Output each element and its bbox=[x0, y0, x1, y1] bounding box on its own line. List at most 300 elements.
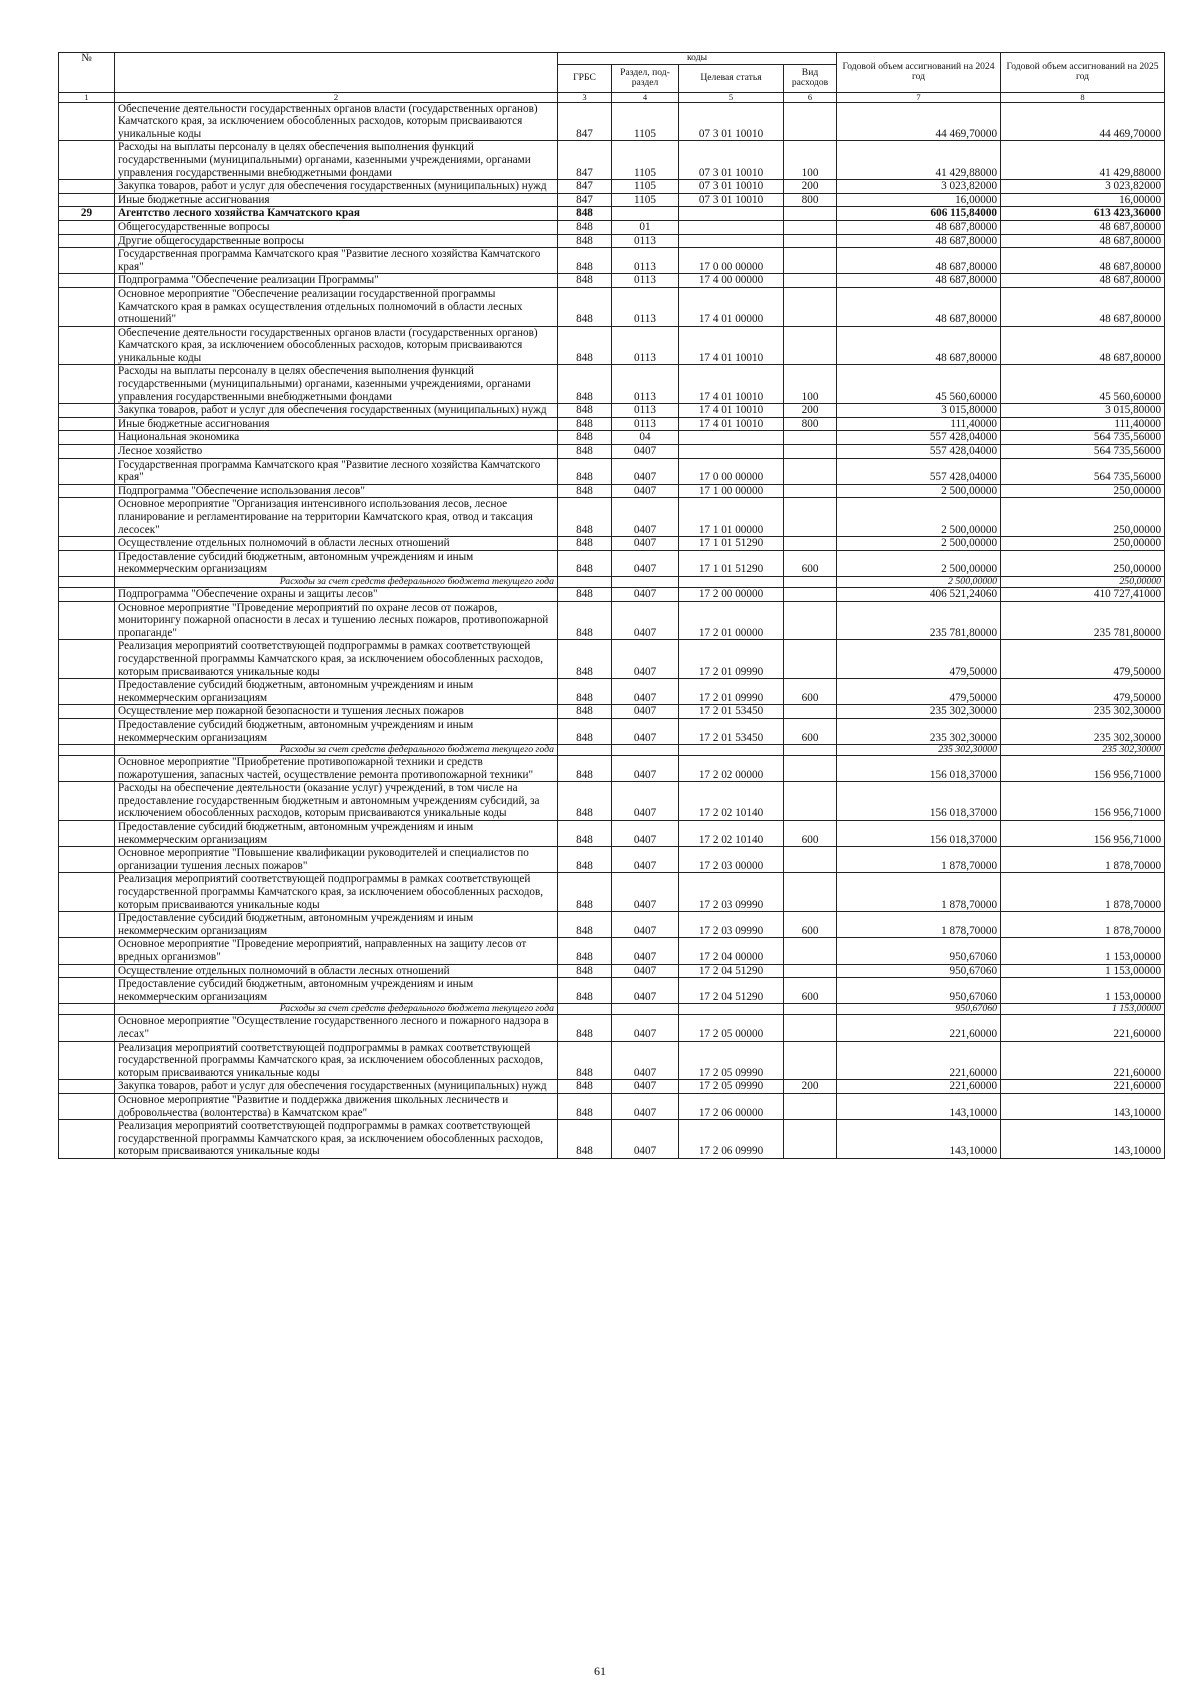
table-row bbox=[59, 248, 1165, 274]
row-grbs: 848 bbox=[558, 365, 612, 404]
row-amount-2025: 564 735,56000 bbox=[1001, 431, 1165, 445]
table-row bbox=[59, 102, 1165, 141]
row-number: 29 bbox=[59, 207, 115, 221]
row-name: Подпрограмма "Обеспечение охраны и защиты лесов" bbox=[115, 587, 558, 601]
row-amount-2025: 111,40000 bbox=[1001, 417, 1165, 431]
row-grbs: 848 bbox=[558, 445, 612, 459]
table-row bbox=[59, 141, 1165, 180]
row-vid bbox=[784, 445, 837, 459]
row-razdel: 01 bbox=[612, 220, 679, 234]
row-article: 17 2 01 00000 bbox=[679, 601, 784, 640]
row-amount-2024: 235 302,30000 bbox=[837, 705, 1001, 719]
row-name: Реализация мероприятий соответствующей подпрограммы в рамках соответствующей государственной программы Камчатского края, за исключением обособленных расходов, которым присваиваются уникальные коды bbox=[115, 1041, 558, 1080]
budget-table-sheet bbox=[58, 52, 1164, 1159]
table-row bbox=[59, 365, 1165, 404]
row-vid: 200 bbox=[784, 404, 837, 418]
row-amount-2024: 221,60000 bbox=[837, 1015, 1001, 1041]
federal-budget-row bbox=[59, 576, 1165, 587]
row-amount-2024: 2 500,00000 bbox=[837, 550, 1001, 576]
row-vid bbox=[784, 1041, 837, 1080]
row-article: 17 2 00 00000 bbox=[679, 587, 784, 601]
row-grbs: 848 bbox=[558, 873, 612, 912]
row-article: 17 4 01 10010 bbox=[679, 365, 784, 404]
row-article: 17 1 01 51290 bbox=[679, 550, 784, 576]
row-name: Предоставление субсидий бюджетным, автономным учреждениям и иным некоммерческим организациям bbox=[115, 978, 558, 1004]
row-amount-2024: 48 687,80000 bbox=[837, 248, 1001, 274]
row-amount-2024: 235 302,30000 bbox=[837, 745, 1001, 756]
row-grbs: 848 bbox=[558, 220, 612, 234]
row-number bbox=[59, 718, 115, 744]
row-razdel bbox=[612, 207, 679, 221]
row-grbs: 848 bbox=[558, 640, 612, 679]
row-amount-2025: 250,00000 bbox=[1001, 484, 1165, 498]
row-grbs: 848 bbox=[558, 234, 612, 248]
row-article: 17 2 01 53450 bbox=[679, 705, 784, 719]
row-vid bbox=[784, 745, 837, 756]
row-article bbox=[679, 207, 784, 221]
row-article: 17 2 02 00000 bbox=[679, 756, 784, 782]
table-row bbox=[59, 180, 1165, 194]
row-amount-2024: 606 115,84000 bbox=[837, 207, 1001, 221]
row-name: Обеспечение деятельности государственных органов власти (государственных органов) Камчатского края, за исключением обособленных расходов, которым присваиваются уникальные коды bbox=[115, 102, 558, 141]
column-number-row bbox=[59, 92, 1165, 102]
row-vid bbox=[784, 102, 837, 141]
row-grbs: 848 bbox=[558, 484, 612, 498]
header-2025: Годовой объем ассигнований на 2025 год bbox=[1001, 53, 1165, 93]
row-vid: 600 bbox=[784, 679, 837, 705]
row-number bbox=[59, 601, 115, 640]
table-row bbox=[59, 1080, 1165, 1094]
row-article: 17 2 04 00000 bbox=[679, 938, 784, 964]
row-razdel: 0407 bbox=[612, 601, 679, 640]
table-row bbox=[59, 537, 1165, 551]
column-number: 5 bbox=[679, 92, 784, 102]
row-number bbox=[59, 782, 115, 821]
table-row bbox=[59, 821, 1165, 847]
row-article: 07 3 01 10010 bbox=[679, 141, 784, 180]
row-number bbox=[59, 220, 115, 234]
row-name: Расходы за счет средств федерального бюджета текущего года bbox=[115, 1004, 558, 1015]
row-name: Закупка товаров, работ и услуг для обеспечения государственных (муниципальных) нужд bbox=[115, 1080, 558, 1094]
row-amount-2024: 950,67060 bbox=[837, 978, 1001, 1004]
row-amount-2025: 1 878,70000 bbox=[1001, 873, 1165, 912]
table-body bbox=[59, 102, 1165, 1158]
row-amount-2025: 1 153,00000 bbox=[1001, 964, 1165, 978]
table-row bbox=[59, 718, 1165, 744]
page-number: 61 bbox=[594, 1664, 606, 1678]
agency-row bbox=[59, 207, 1165, 221]
row-amount-2025: 479,50000 bbox=[1001, 640, 1165, 679]
row-amount-2024: 48 687,80000 bbox=[837, 234, 1001, 248]
row-article: 17 1 01 51290 bbox=[679, 537, 784, 551]
header-razdel: Раздел, под-раздел bbox=[612, 64, 679, 92]
row-number bbox=[59, 1120, 115, 1159]
row-vid: 600 bbox=[784, 821, 837, 847]
row-article: 17 2 03 09990 bbox=[679, 912, 784, 938]
row-grbs: 848 bbox=[558, 679, 612, 705]
row-razdel: 0407 bbox=[612, 938, 679, 964]
row-razdel: 0407 bbox=[612, 679, 679, 705]
row-article: 17 2 03 09990 bbox=[679, 873, 784, 912]
row-number bbox=[59, 141, 115, 180]
row-amount-2025: 48 687,80000 bbox=[1001, 220, 1165, 234]
row-vid: 200 bbox=[784, 180, 837, 194]
row-grbs: 848 bbox=[558, 550, 612, 576]
row-amount-2024: 2 500,00000 bbox=[837, 576, 1001, 587]
row-amount-2024: 479,50000 bbox=[837, 679, 1001, 705]
row-number bbox=[59, 745, 115, 756]
row-article: 17 2 01 09990 bbox=[679, 640, 784, 679]
column-number: 7 bbox=[837, 92, 1001, 102]
row-article bbox=[679, 445, 784, 459]
row-article: 17 1 00 00000 bbox=[679, 484, 784, 498]
row-number bbox=[59, 576, 115, 587]
row-grbs: 848 bbox=[558, 458, 612, 484]
row-amount-2025: 3 023,82000 bbox=[1001, 180, 1165, 194]
row-name: Реализация мероприятий соответствующей подпрограммы в рамках соответствующей государственной программы Камчатского края, за исключением обособленных расходов, которым присваиваются уникальные коды bbox=[115, 873, 558, 912]
row-name: Расходы на выплаты персоналу в целях обеспечения выполнения функций государственными (муниципальными) органами, казенными учреждениями, органами управления государственными внебюджетными фондами bbox=[115, 365, 558, 404]
row-amount-2024: 406 521,24060 bbox=[837, 587, 1001, 601]
row-name: Основное мероприятие "Приобретение противопожарной техники и средств пожаротушения, запасных частей, осуществление ремонта противопожарной техники" bbox=[115, 756, 558, 782]
row-grbs: 848 bbox=[558, 404, 612, 418]
row-name: Предоставление субсидий бюджетным, автономным учреждениям и иным некоммерческим организациям bbox=[115, 821, 558, 847]
row-vid bbox=[784, 847, 837, 873]
row-name: Подпрограмма "Обеспечение использования лесов" bbox=[115, 484, 558, 498]
row-number bbox=[59, 912, 115, 938]
row-amount-2024: 143,10000 bbox=[837, 1093, 1001, 1119]
row-name: Основное мероприятие "Развитие и поддержка движения школьных лесничеств и добровольчества (волонтерства) в Камчатском крае" bbox=[115, 1093, 558, 1119]
row-grbs: 848 bbox=[558, 938, 612, 964]
row-number bbox=[59, 498, 115, 537]
row-amount-2025: 48 687,80000 bbox=[1001, 248, 1165, 274]
row-vid bbox=[784, 873, 837, 912]
row-article bbox=[679, 745, 784, 756]
row-amount-2025: 221,60000 bbox=[1001, 1015, 1165, 1041]
row-vid bbox=[784, 287, 837, 326]
row-number bbox=[59, 431, 115, 445]
row-amount-2025: 156 956,71000 bbox=[1001, 821, 1165, 847]
row-grbs: 848 bbox=[558, 207, 612, 221]
row-razdel bbox=[612, 1004, 679, 1015]
row-article: 17 0 00 00000 bbox=[679, 458, 784, 484]
row-name: Реализация мероприятий соответствующей подпрограммы в рамках соответствующей государственной программы Камчатского края, за исключением обособленных расходов, которым присваиваются уникальные коды bbox=[115, 1120, 558, 1159]
row-article bbox=[679, 431, 784, 445]
column-number: 8 bbox=[1001, 92, 1165, 102]
row-vid: 100 bbox=[784, 141, 837, 180]
row-name: Подпрограмма "Обеспечение реализации Программы" bbox=[115, 274, 558, 288]
row-vid bbox=[784, 274, 837, 288]
row-vid: 100 bbox=[784, 365, 837, 404]
row-grbs: 848 bbox=[558, 756, 612, 782]
row-amount-2025: 235 302,30000 bbox=[1001, 745, 1165, 756]
row-razdel: 0407 bbox=[612, 1093, 679, 1119]
column-number: 4 bbox=[612, 92, 679, 102]
row-grbs: 848 bbox=[558, 1080, 612, 1094]
row-name: Предоставление субсидий бюджетным, автономным учреждениям и иным некоммерческим организациям bbox=[115, 679, 558, 705]
row-razdel: 1105 bbox=[612, 141, 679, 180]
table-row bbox=[59, 912, 1165, 938]
row-amount-2024: 221,60000 bbox=[837, 1080, 1001, 1094]
row-razdel: 0113 bbox=[612, 287, 679, 326]
row-amount-2025: 564 735,56000 bbox=[1001, 445, 1165, 459]
row-razdel: 0407 bbox=[612, 445, 679, 459]
row-article bbox=[679, 576, 784, 587]
row-article: 17 4 01 00000 bbox=[679, 287, 784, 326]
row-grbs: 848 bbox=[558, 326, 612, 365]
row-grbs: 848 bbox=[558, 417, 612, 431]
row-amount-2025: 48 687,80000 bbox=[1001, 274, 1165, 288]
table-row bbox=[59, 1041, 1165, 1080]
row-grbs: 848 bbox=[558, 1015, 612, 1041]
row-amount-2024: 111,40000 bbox=[837, 417, 1001, 431]
row-razdel: 0407 bbox=[612, 718, 679, 744]
row-name: Государственная программа Камчатского края "Развитие лесного хозяйства Камчатского края" bbox=[115, 248, 558, 274]
table-row bbox=[59, 938, 1165, 964]
row-amount-2025: 250,00000 bbox=[1001, 537, 1165, 551]
row-amount-2024: 557 428,04000 bbox=[837, 445, 1001, 459]
row-article: 17 4 01 10010 bbox=[679, 417, 784, 431]
federal-budget-row bbox=[59, 745, 1165, 756]
row-name: Предоставление субсидий бюджетным, автономным учреждениям и иным некоммерческим организациям bbox=[115, 550, 558, 576]
row-name: Осуществление отдельных полномочий в области лесных отношений bbox=[115, 964, 558, 978]
table-row bbox=[59, 220, 1165, 234]
row-vid bbox=[784, 326, 837, 365]
row-amount-2024: 557 428,04000 bbox=[837, 458, 1001, 484]
row-article: 17 0 00 00000 bbox=[679, 248, 784, 274]
row-razdel: 0407 bbox=[612, 912, 679, 938]
row-amount-2024: 44 469,70000 bbox=[837, 102, 1001, 141]
row-amount-2024: 16,00000 bbox=[837, 193, 1001, 207]
row-grbs: 848 bbox=[558, 601, 612, 640]
row-amount-2025: 45 560,60000 bbox=[1001, 365, 1165, 404]
table-row bbox=[59, 404, 1165, 418]
row-grbs: 847 bbox=[558, 102, 612, 141]
row-vid: 200 bbox=[784, 1080, 837, 1094]
row-amount-2025: 221,60000 bbox=[1001, 1080, 1165, 1094]
row-amount-2025: 143,10000 bbox=[1001, 1093, 1165, 1119]
row-vid: 600 bbox=[784, 718, 837, 744]
table-row bbox=[59, 587, 1165, 601]
header-vid: Вид расходов bbox=[784, 64, 837, 92]
row-number bbox=[59, 248, 115, 274]
row-number bbox=[59, 705, 115, 719]
row-amount-2024: 1 878,70000 bbox=[837, 912, 1001, 938]
table-row bbox=[59, 679, 1165, 705]
row-amount-2024: 1 878,70000 bbox=[837, 873, 1001, 912]
table-row bbox=[59, 1093, 1165, 1119]
row-article: 07 3 01 10010 bbox=[679, 180, 784, 194]
row-grbs bbox=[558, 745, 612, 756]
row-razdel: 0407 bbox=[612, 1120, 679, 1159]
row-article: 17 4 01 10010 bbox=[679, 404, 784, 418]
row-number bbox=[59, 1080, 115, 1094]
row-vid bbox=[784, 782, 837, 821]
row-number bbox=[59, 326, 115, 365]
row-razdel: 0407 bbox=[612, 1015, 679, 1041]
row-grbs: 848 bbox=[558, 705, 612, 719]
row-name: Предоставление субсидий бюджетным, автономным учреждениям и иным некоммерческим организациям bbox=[115, 718, 558, 744]
row-number bbox=[59, 640, 115, 679]
row-number bbox=[59, 873, 115, 912]
row-name: Иные бюджетные ассигнования bbox=[115, 417, 558, 431]
row-vid: 800 bbox=[784, 417, 837, 431]
row-amount-2025: 48 687,80000 bbox=[1001, 287, 1165, 326]
row-number bbox=[59, 821, 115, 847]
row-name: Лесное хозяйство bbox=[115, 445, 558, 459]
row-number bbox=[59, 679, 115, 705]
row-amount-2024: 156 018,37000 bbox=[837, 821, 1001, 847]
row-vid bbox=[784, 537, 837, 551]
row-name: Расходы за счет средств федерального бюджета текущего года bbox=[115, 576, 558, 587]
row-razdel: 0407 bbox=[612, 458, 679, 484]
row-razdel: 0113 bbox=[612, 365, 679, 404]
row-razdel: 0407 bbox=[612, 498, 679, 537]
row-article: 17 2 06 09990 bbox=[679, 1120, 784, 1159]
table-row bbox=[59, 640, 1165, 679]
row-amount-2025: 250,00000 bbox=[1001, 576, 1165, 587]
row-number bbox=[59, 550, 115, 576]
row-number bbox=[59, 1004, 115, 1015]
row-grbs: 847 bbox=[558, 180, 612, 194]
row-name: Национальная экономика bbox=[115, 431, 558, 445]
row-razdel: 1105 bbox=[612, 193, 679, 207]
table-row bbox=[59, 234, 1165, 248]
row-amount-2024: 235 781,80000 bbox=[837, 601, 1001, 640]
row-vid bbox=[784, 431, 837, 445]
row-razdel: 1105 bbox=[612, 180, 679, 194]
row-name: Осуществление отдельных полномочий в области лесных отношений bbox=[115, 537, 558, 551]
row-name: Основное мероприятие "Проведение мероприятий, направленных на защиту лесов от вредных организмов" bbox=[115, 938, 558, 964]
row-grbs: 848 bbox=[558, 287, 612, 326]
table-row bbox=[59, 601, 1165, 640]
row-name: Закупка товаров, работ и услуг для обеспечения государственных (муниципальных) нужд bbox=[115, 180, 558, 194]
row-razdel: 0407 bbox=[612, 978, 679, 1004]
row-razdel: 0407 bbox=[612, 640, 679, 679]
table-row bbox=[59, 458, 1165, 484]
row-name: Осуществление мер пожарной безопасности и тушения лесных пожаров bbox=[115, 705, 558, 719]
row-amount-2025: 613 423,36000 bbox=[1001, 207, 1165, 221]
row-vid bbox=[784, 498, 837, 537]
row-amount-2024: 221,60000 bbox=[837, 1041, 1001, 1080]
row-number bbox=[59, 102, 115, 141]
row-article: 17 2 01 09990 bbox=[679, 679, 784, 705]
row-vid bbox=[784, 587, 837, 601]
row-grbs: 848 bbox=[558, 1093, 612, 1119]
table-row bbox=[59, 431, 1165, 445]
row-vid: 600 bbox=[784, 550, 837, 576]
row-razdel: 0113 bbox=[612, 234, 679, 248]
row-razdel: 0407 bbox=[612, 821, 679, 847]
row-amount-2024: 950,67060 bbox=[837, 1004, 1001, 1015]
table-row bbox=[59, 274, 1165, 288]
row-vid bbox=[784, 756, 837, 782]
row-article bbox=[679, 220, 784, 234]
row-number bbox=[59, 537, 115, 551]
row-article bbox=[679, 234, 784, 248]
row-article: 17 2 03 00000 bbox=[679, 847, 784, 873]
row-razdel: 0407 bbox=[612, 873, 679, 912]
row-vid bbox=[784, 207, 837, 221]
row-grbs: 848 bbox=[558, 912, 612, 938]
header-2024: Годовой объем ассигнований на 2024 год bbox=[837, 53, 1001, 93]
row-amount-2024: 48 687,80000 bbox=[837, 274, 1001, 288]
header-grbs: ГРБС bbox=[558, 64, 612, 92]
column-number: 3 bbox=[558, 92, 612, 102]
row-razdel: 0407 bbox=[612, 484, 679, 498]
row-article: 17 2 01 53450 bbox=[679, 718, 784, 744]
row-name: Государственная программа Камчатского края "Развитие лесного хозяйства Камчатского края" bbox=[115, 458, 558, 484]
table-row bbox=[59, 1015, 1165, 1041]
row-number bbox=[59, 756, 115, 782]
row-article: 17 2 05 09990 bbox=[679, 1041, 784, 1080]
row-grbs: 848 bbox=[558, 978, 612, 1004]
row-number bbox=[59, 365, 115, 404]
row-vid bbox=[784, 1015, 837, 1041]
row-amount-2024: 143,10000 bbox=[837, 1120, 1001, 1159]
row-name: Общегосударственные вопросы bbox=[115, 220, 558, 234]
row-amount-2024: 3 015,80000 bbox=[837, 404, 1001, 418]
row-number bbox=[59, 938, 115, 964]
row-vid bbox=[784, 705, 837, 719]
table-row bbox=[59, 550, 1165, 576]
row-name: Расходы на выплаты персоналу в целях обеспечения выполнения функций государственными (муниципальными) органами, казенными учреждениями, органами управления государственными внебюджетными фондами bbox=[115, 141, 558, 180]
row-grbs: 848 bbox=[558, 498, 612, 537]
row-vid bbox=[784, 601, 837, 640]
row-grbs: 848 bbox=[558, 847, 612, 873]
row-amount-2025: 235 781,80000 bbox=[1001, 601, 1165, 640]
row-name: Основное мероприятие "Организация интенсивного использования лесов, лесное планирование и регламентирование на территории Камчатского края, отвод и таксация лесосек" bbox=[115, 498, 558, 537]
row-name: Основное мероприятие "Осуществление государственного лесного и пожарного надзора в лесах" bbox=[115, 1015, 558, 1041]
row-amount-2024: 2 500,00000 bbox=[837, 498, 1001, 537]
row-number bbox=[59, 458, 115, 484]
row-amount-2024: 2 500,00000 bbox=[837, 484, 1001, 498]
row-razdel: 0407 bbox=[612, 1041, 679, 1080]
table-row bbox=[59, 978, 1165, 1004]
row-article: 17 2 05 00000 bbox=[679, 1015, 784, 1041]
row-vid bbox=[784, 220, 837, 234]
row-number bbox=[59, 587, 115, 601]
row-number bbox=[59, 404, 115, 418]
row-vid bbox=[784, 1004, 837, 1015]
row-amount-2025: 250,00000 bbox=[1001, 550, 1165, 576]
header-num: № bbox=[59, 53, 115, 93]
row-razdel: 0113 bbox=[612, 248, 679, 274]
row-amount-2024: 557 428,04000 bbox=[837, 431, 1001, 445]
table-row bbox=[59, 417, 1165, 431]
column-number: 6 bbox=[784, 92, 837, 102]
row-amount-2024: 48 687,80000 bbox=[837, 287, 1001, 326]
row-article: 17 4 00 00000 bbox=[679, 274, 784, 288]
row-article: 17 2 05 09990 bbox=[679, 1080, 784, 1094]
column-number: 2 bbox=[115, 92, 558, 102]
row-name: Обеспечение деятельности государственных органов власти (государственных органов) Камчатского края, за исключением обособленных расходов, которым присваиваются уникальные коды bbox=[115, 326, 558, 365]
row-razdel bbox=[612, 576, 679, 587]
row-razdel: 0113 bbox=[612, 274, 679, 288]
row-amount-2024: 1 878,70000 bbox=[837, 847, 1001, 873]
row-number bbox=[59, 180, 115, 194]
table-row bbox=[59, 705, 1165, 719]
table-row bbox=[59, 1120, 1165, 1159]
row-name: Агентство лесного хозяйства Камчатского края bbox=[115, 207, 558, 221]
row-amount-2025: 44 469,70000 bbox=[1001, 102, 1165, 141]
table-header bbox=[59, 53, 1165, 103]
row-number bbox=[59, 193, 115, 207]
row-amount-2025: 143,10000 bbox=[1001, 1120, 1165, 1159]
row-number bbox=[59, 274, 115, 288]
row-number bbox=[59, 287, 115, 326]
row-vid bbox=[784, 1120, 837, 1159]
row-amount-2025: 235 302,30000 bbox=[1001, 718, 1165, 744]
